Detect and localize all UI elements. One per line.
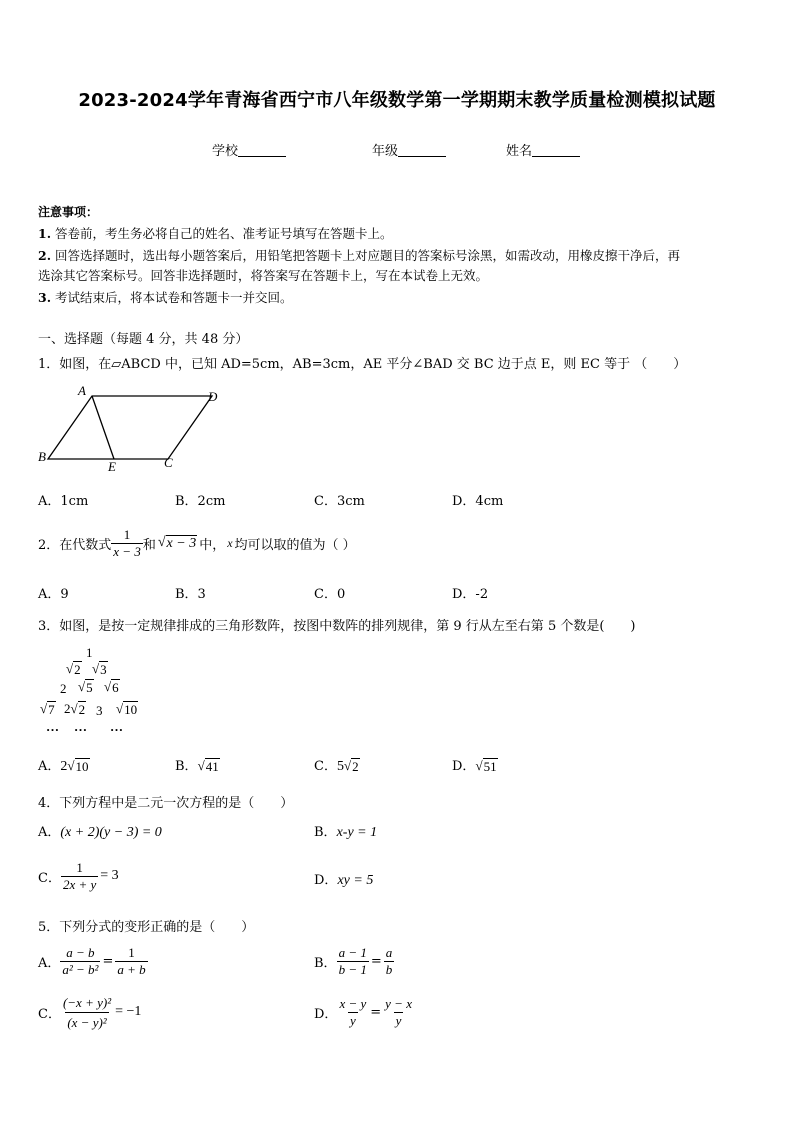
- q4-option-c[interactable]: C． $\frac{1}{2x + y}$ = 3: [38, 859, 119, 892]
- q4-option-d[interactable]: D．xy = 5: [314, 873, 374, 888]
- tri-r4b: 2 √ 2: [64, 701, 86, 717]
- note-3: 3. 考试结束后，将本试卷和答题卡一并交回。: [38, 290, 293, 305]
- tri-dots-3: …: [110, 719, 123, 734]
- q3-option-c[interactable]: C．5 √ 2: [314, 758, 359, 774]
- q2-stem: 2．在代数式 $\frac{1}{x - 3}$ 和 √ x − 3 中， x 均可以取的值为（ ）: [38, 526, 356, 559]
- page-title: 2023-2024学年青海省西宁市八年级数学第一学期期末教学质量检测模拟试题: [78, 90, 716, 111]
- q4-option-a[interactable]: A．(x + 2)(y − 3) = 0: [38, 825, 162, 840]
- q2-option-c[interactable]: C．0: [314, 587, 346, 602]
- tri-r3a: 2: [60, 681, 67, 696]
- tri-r1: 1: [86, 645, 93, 660]
- grade-blank: [398, 144, 446, 157]
- q4-option-b[interactable]: B．x-y = 1: [314, 825, 378, 840]
- q1-option-a[interactable]: A．1cm: [38, 494, 89, 509]
- q2-option-d[interactable]: D．-2: [452, 587, 489, 602]
- q1-option-c[interactable]: C．3cm: [314, 494, 365, 509]
- q1-option-d[interactable]: D．4cm: [452, 494, 504, 509]
- q4-stem: 4．下列方程中是二元一次方程的是（ ）: [38, 796, 294, 811]
- q5-option-d[interactable]: D． $\frac{x - y}{y}$ = $\frac{y - x}{y}$: [314, 995, 412, 1028]
- q3-option-a[interactable]: A．2 √ 10: [38, 758, 89, 774]
- q2-fraction: $\frac{1}{x - 3}$: [113, 526, 141, 559]
- label-c: C: [164, 455, 173, 470]
- bisector-ae: [92, 396, 114, 459]
- q2-sqrt: √ x − 3: [157, 534, 197, 551]
- note-2: 2. 回答选择题时，选出每小题答案后，用铅笔把答题卡上对应题目的答案标号涂黑，如需改动，用橡皮擦干净后，再: [38, 248, 681, 263]
- tri-r4a: √ 7: [40, 701, 55, 717]
- name-blank: [532, 144, 580, 157]
- parallelogram-abcd: [48, 396, 212, 459]
- label-a: A: [78, 384, 86, 398]
- label-b: B: [38, 449, 46, 464]
- grade-field: [372, 140, 446, 159]
- number-triangle: [38, 645, 148, 740]
- q3-option-b[interactable]: B． √ 41: [175, 758, 219, 774]
- name-field: [506, 140, 580, 159]
- parallelogram-figure: [36, 384, 221, 474]
- tri-r2b: √ 3: [92, 661, 107, 677]
- name-label: 姓名: [506, 144, 533, 159]
- tri-dots-1: …: [46, 719, 59, 734]
- grade-label: 年级: [372, 144, 399, 159]
- section-heading: 一、选择题（每题 4 分，共 48 分）: [38, 332, 249, 347]
- q1-option-b[interactable]: B．2cm: [175, 494, 226, 509]
- note-2-cont: 选涂其它答案标号。回答非选择题时，将答案写在答题卡上，写在本试卷上无效。: [38, 268, 489, 283]
- note-1: 1. 答卷前，考生务必将自己的姓名、准考证号填写在答题卡上。: [38, 226, 393, 241]
- tri-r4c: 3: [96, 703, 103, 718]
- school-blank: [238, 144, 286, 157]
- q5-option-c[interactable]: C． $\frac{\text{(−x + y)²}}{\text{(x − y)²}}$ = −1: [38, 994, 142, 1030]
- notes-heading: 注意事项：: [38, 205, 99, 219]
- q3-stem: 3．如图，是按一定规律排成的三角形数阵，按图中数阵的排列规律，第 9 行从左至右第 5 个数是( ): [38, 619, 636, 634]
- q2-option-a[interactable]: A．9: [38, 587, 69, 602]
- school-label: 学校: [212, 144, 239, 159]
- tri-r3c: √ 6: [104, 679, 119, 695]
- q5-option-a[interactable]: A． $\frac{a - b}{\text{a² − b²}}$ = $\frac{1}{a + b}$: [38, 944, 146, 977]
- tri-r2a: √ 2: [66, 661, 81, 677]
- school-field: [212, 140, 286, 159]
- label-d: D: [208, 389, 218, 404]
- q5-option-b[interactable]: B． $\frac{a - 1}{b - 1}$ = $\frac{a}{b}$: [314, 944, 393, 977]
- q5-stem: 5．下列分式的变形正确的是（ ）: [38, 920, 255, 935]
- tri-r3b: √ 5: [78, 679, 93, 695]
- tri-dots-2: …: [74, 719, 87, 734]
- q2-option-b[interactable]: B．3: [175, 587, 206, 602]
- label-e: E: [108, 459, 116, 474]
- q3-option-d[interactable]: D． √ 51: [452, 758, 497, 774]
- q1-stem: 1．如图，在▱ABCD 中，已知 AD=5cm，AB=3cm，AE 平分∠BAD 交 BC 边于点 E，则 EC 等于 （ ）: [38, 357, 687, 372]
- tri-r4d: √ 10: [116, 701, 138, 717]
